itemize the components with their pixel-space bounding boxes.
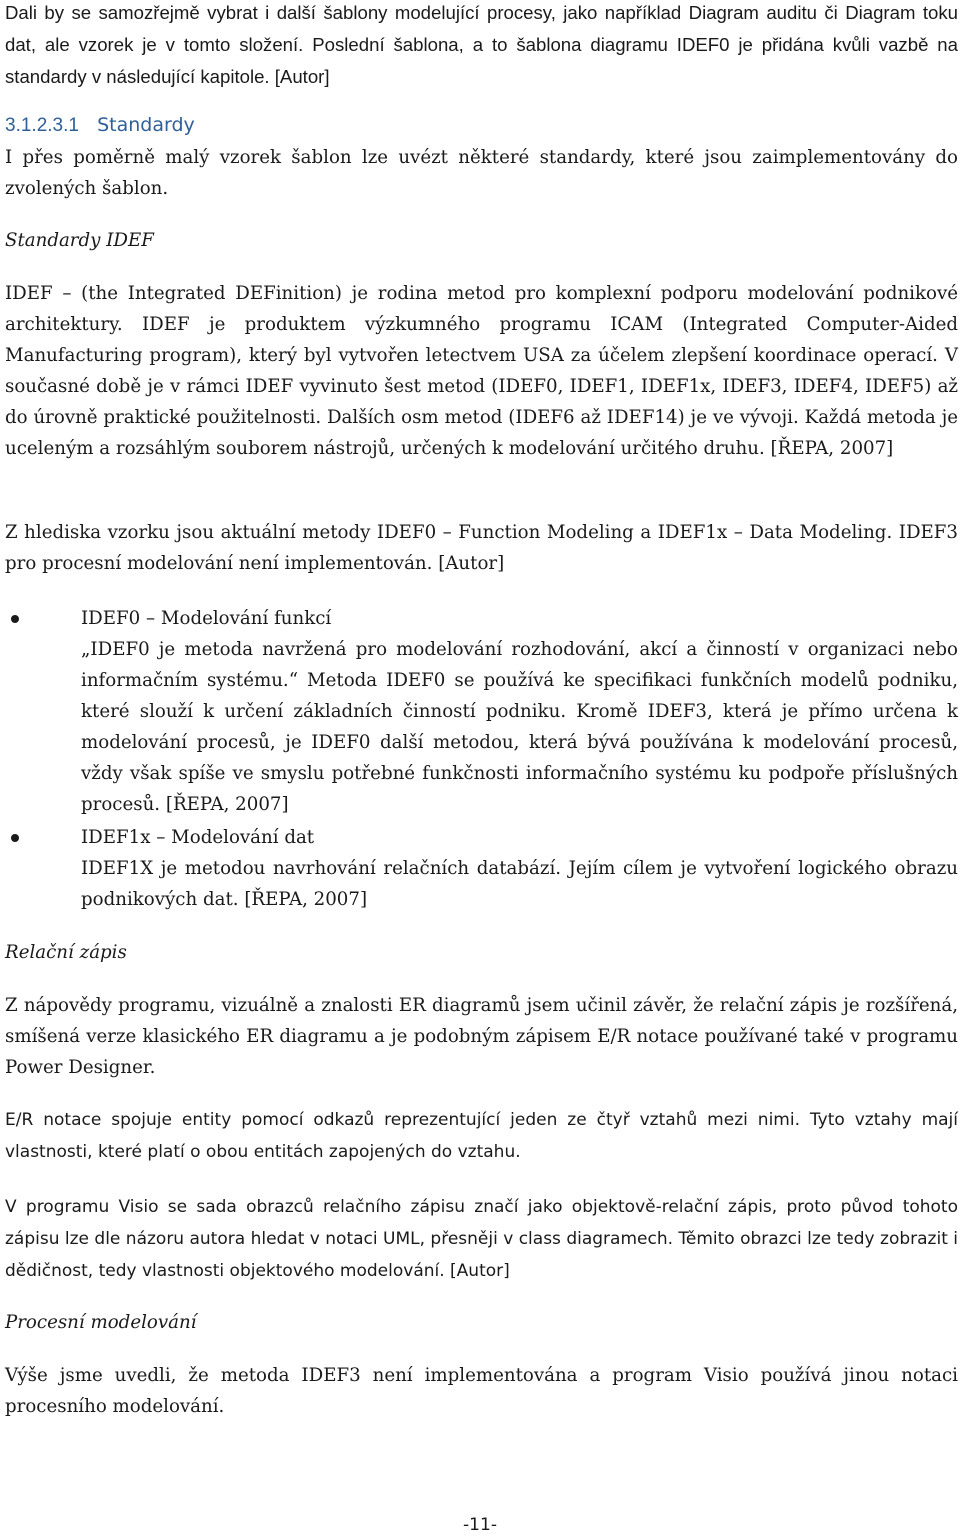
section-number: 3.1.2.3.1: [5, 115, 79, 136]
idef-paragraph-1: IDEF – (the Integrated DEFinition) je rodina metod pro komplexní podporu modelování podnikové architektury. IDEF je produktem výzkumného programu ICAM (Integrated Computer-Aided Manufacturing program), který byl vytvořen letectvem USA za účelem zlepšení koordinace operací. V současné době je v rámci IDEF vyvinuto šest metod (IDEF0, IDEF1, IDEF1x, IDEF3, IDEF4, IDEF5) až do úrovně praktické použitelnosti. Dalších osm metod (IDEF6 až IDEF14) je ve vývoji. Každá metoda je uceleným a rozsáhlým souborem nástrojů, určených k modelování určitého druhu. [ŘEPA, 2007]: [5, 283, 958, 459]
list-item: [5, 603, 958, 820]
bullet-title: IDEF1x – Modelování dat: [81, 827, 315, 848]
list-item: [5, 822, 958, 915]
process-subheading: Procesní modelování: [5, 1312, 197, 1333]
bullet-icon: [11, 834, 19, 842]
intro-paragraph: Dali by se samozřejmě vybrat i další šablony modelující procesy, jako například Diagram auditu či Diagram toku dat, ale vzorek je v tomto složení. Poslední šablona, a to šablona diagramu IDEF0 je přidána kvůli vazbě na standardy v následující kapitole. [Autor]: [5, 2, 958, 87]
section-title: Standardy: [97, 114, 195, 136]
relational-paragraph-1: Z nápovědy programu, vizuálně a znalosti ER diagramů jsem učinil závěr, že relační zápis je rozšířená, smíšená verze klasického ER diagramu a je podobným zápisem E/R notace používané také v programu Power Designer.: [5, 995, 958, 1078]
process-paragraph: Výše jsme uvedli, že metoda IDEF3 není implementována a program Visio používá jinou notaci procesního modelování.: [5, 1365, 958, 1417]
section-heading: [5, 110, 958, 141]
bullet-title: IDEF0 – Modelování funkcí: [81, 608, 332, 629]
section-intro: I přes poměrně malý vzorek šablon lze uvézt některé standardy, které jsou zaimplementovány do zvolených šablon.: [5, 147, 958, 199]
page-number: -11-: [463, 1515, 497, 1535]
bullet-text: IDEF1X je metodou navrhování relačních databází. Jejím cílem je vytvoření logického obrazu podnikových dat. [ŘEPA, 2007]: [81, 858, 958, 910]
bullet-text: „IDEF0 je metoda navržená pro modelování rozhodování, akcí a činností v organizaci nebo informačním systému.“ Metoda IDEF0 se používá ke specifikaci funkčních modelů podniku, které slouží k určení základních činností podniku. Kromě IDEF3, která je přímo určena k modelování procesů, je IDEF0 další metodou, která bývá používána k modelování procesů, vždy však spíše ve smyslu potřebné funkčnosti informačního systému ku podpoře příslušných procesů. [ŘEPA, 2007]: [81, 639, 958, 815]
idef-subheading: Standardy IDEF: [5, 230, 154, 251]
relational-paragraph-2: E/R notace spojuje entity pomocí odkazů reprezentující jeden ze čtyř vztahů mezi nimi. Tyto vztahy mají vlastnosti, které platí o obou entitách zapojených do vztahu.: [5, 1110, 958, 1162]
bullet-icon: [11, 615, 19, 623]
idef-paragraph-2: Z hlediska vzorku jsou aktuální metody IDEF0 – Function Modeling a IDEF1x – Data Modeling. IDEF3 pro procesní modelování není implementován. [Autor]: [5, 522, 958, 574]
relational-subheading: Relační zápis: [5, 942, 127, 963]
relational-paragraph-3: V programu Visio se sada obrazců relačního zápisu značí jako objektově-relační zápis, proto původ tohoto zápisu lze dle názoru autora hledat v notaci UML, přesněji v class diagramech. Těmito obrazci lze tedy zobrazit i dědičnost, tedy vlastnosti objektového modelování. [Autor]: [5, 1197, 958, 1281]
